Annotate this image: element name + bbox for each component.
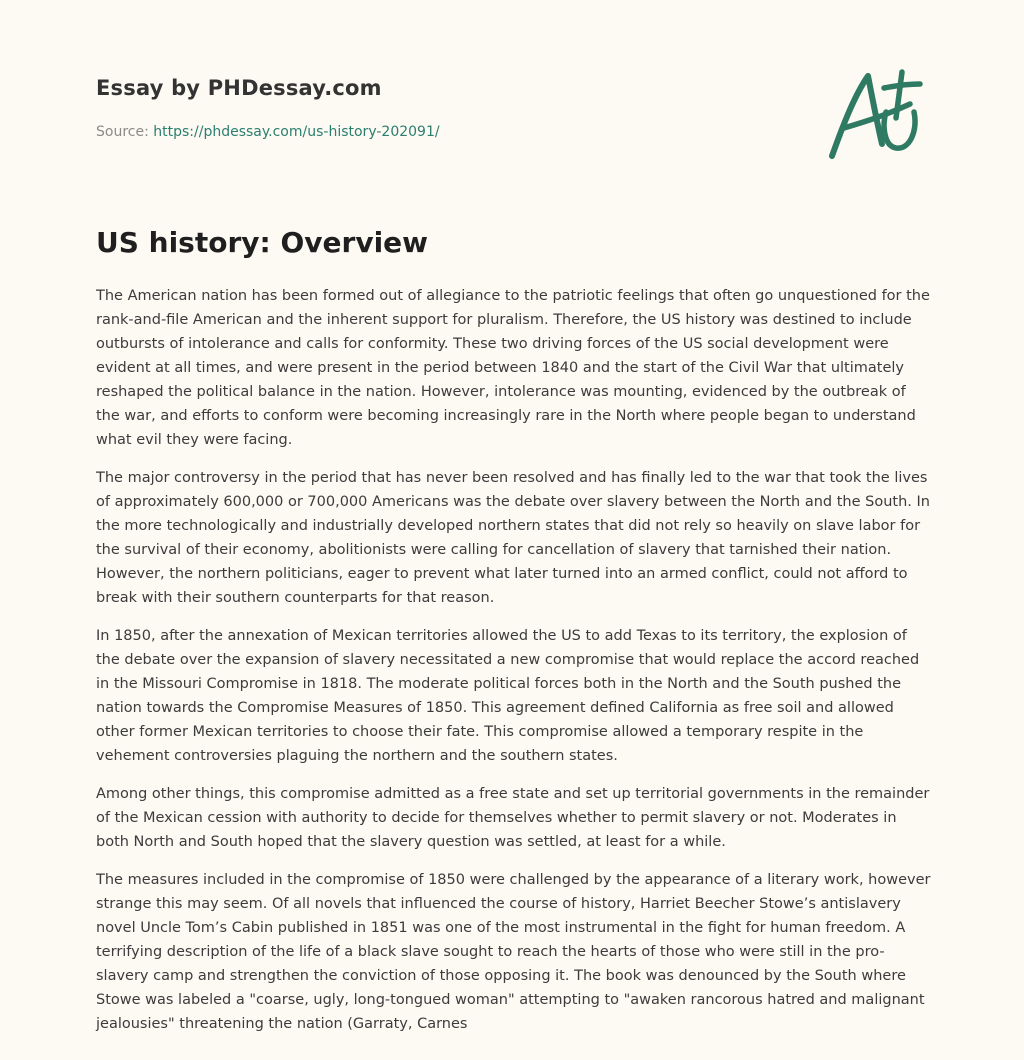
a-plus-logo-icon (824, 66, 924, 164)
essay-body (96, 284, 934, 1050)
brand-title: Essay by PHDessay.com (96, 76, 382, 100)
page-header (96, 0, 936, 180)
page-title: US history: Overview (96, 226, 429, 259)
source-label: Source: (96, 124, 149, 140)
essay-paragraph: The American nation has been formed out of allegiance to the patriotic feelings that often go unquestioned for the rank-and-file American and the inherent support for pluralism. Therefore, the US history was destined to include outbursts of intolerance and calls for conformity. These two driving forces of the US social development were evident at all times, and were present in the period between 1840 and the start of the Civil War that ultimately reshaped the political balance in the nation. However, intolerance was mounting, evidenced by the outbreak of the war, and efforts to conform were becoming increasingly rare in the North where people began to understand what evil they were facing. (96, 288, 930, 448)
source-line (96, 124, 440, 140)
essay-paragraph: The measures included in the compromise of 1850 were challenged by the appearance of a literary work, however strange this may seem. Of all novels that influenced the course of history, Harriet Beecher Stowe’s antislavery novel Uncle Tom’s Cabin published in 1851 was one of the most instrumental in the fight for human freedom. A terrifying description of the life of a black slave sought to reach the hearts of those who were still in the pro-slavery camp and strengthen the conviction of those opposing it. The book was denounced by the South where Stowe was labeled a "coarse, ugly, long-tongued woman" attempting to "awaken rancorous hatred and malignant jealousies" threatening the nation (Garraty, Carnes (96, 872, 931, 1032)
essay-paragraph: Among other things, this compromise admitted as a free state and set up territorial governments in the remainder of the Mexican cession with authority to decide for themselves whether to permit slavery or not. Moderates in both North and South hoped that the slavery question was settled, at least for a while. (96, 786, 930, 850)
source-link[interactable]: https://phdessay.com/us-history-202091/ (153, 124, 440, 140)
essay-paragraph: In 1850, after the annexation of Mexican territories allowed the US to add Texas to its territory, the explosion of the debate over the expansion of slavery necessitated a new compromise that would replace the accord reached in the Missouri Compromise in 1818. The moderate political forces both in the North and the South pushed the nation towards the Compromise Measures of 1850. This agreement defined California as free soil and allowed other former Mexican territories to choose their fate. This compromise allowed a temporary respite in the vehement controversies plaguing the northern and the southern states. (96, 628, 920, 764)
essay-paragraph: The major controversy in the period that has never been resolved and has finally led to the war that took the lives of approximately 600,000 or 700,000 Americans was the debate over slavery between the North and the South. In the more technologically and industrially developed northern states that did not rely so heavily on slave labor for the survival of their economy, abolitionists were calling for cancellation of slavery that tarnished their nation. However, the northern politicians, eager to prevent what later turned into an armed conflict, could not afford to break with their southern counterparts for that reason. (96, 470, 930, 606)
